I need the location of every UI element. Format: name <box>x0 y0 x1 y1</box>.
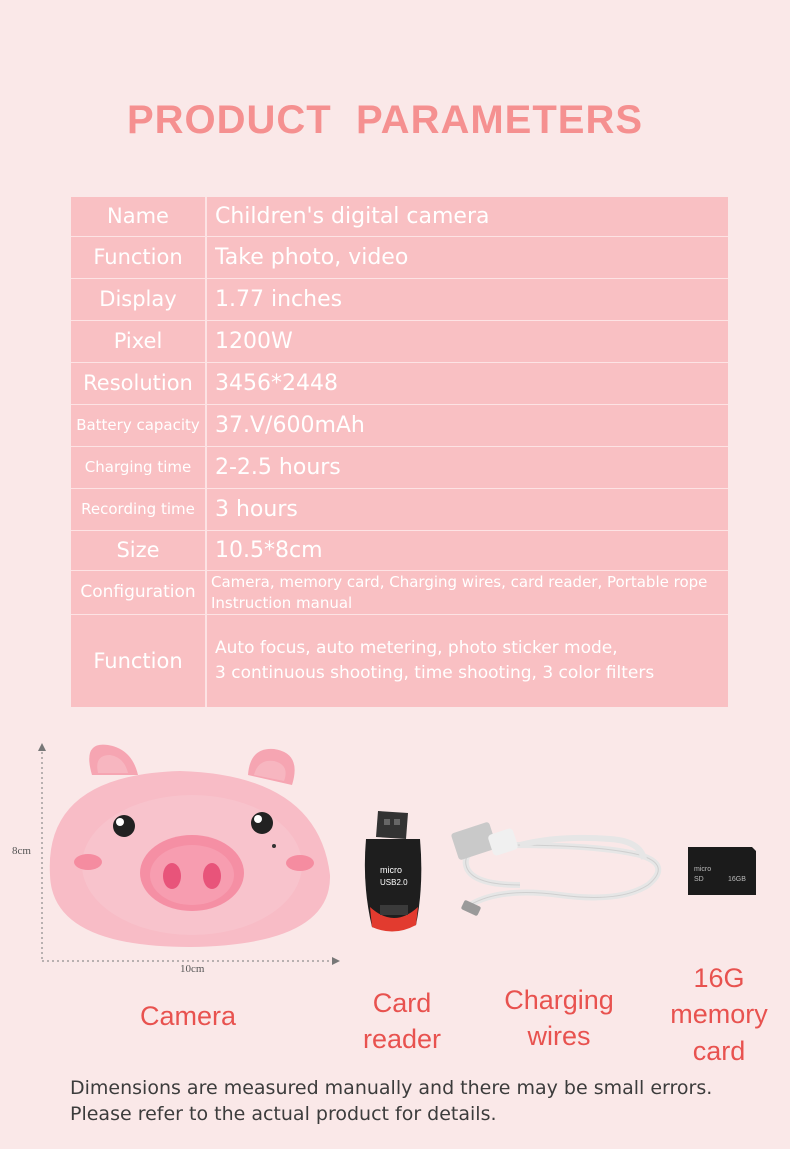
row-value <box>211 571 728 614</box>
sd-label: 16GB <box>728 876 746 883</box>
table-row <box>71 363 728 405</box>
sd-label: SD <box>694 876 704 883</box>
row-value: 2-2.5 hours <box>215 455 341 480</box>
value-line: Instruction manual <box>211 593 353 612</box>
caption-line: 16G <box>693 963 745 993</box>
card-reader-image <box>365 811 421 932</box>
row-value: 3 hours <box>215 497 298 522</box>
row-value: Take photo, video <box>215 245 409 270</box>
note-line: Dimensions are measured manually and there may be small errors. <box>70 1077 713 1099</box>
sd-label: micro <box>694 866 712 873</box>
row-label: Recording time <box>81 499 195 518</box>
row-value: 1.77 inches <box>215 287 343 312</box>
row-label: Battery capacity <box>76 415 200 434</box>
caption-line: Charging <box>504 985 614 1015</box>
row-value: 10.5*8cm <box>215 538 323 563</box>
row-value: 3456*2448 <box>215 371 338 396</box>
table-row <box>71 321 728 363</box>
row-label: Function <box>93 648 183 673</box>
value-line: Camera, memory card, Charging wires, card reader, Portable rope <box>211 573 708 592</box>
caption-line: card <box>692 1035 746 1066</box>
caption-charging-wires <box>484 982 634 1055</box>
page-title: PRODUCT PARAMETERS <box>126 98 644 142</box>
height-dimension: 8cm <box>12 845 31 857</box>
table-row <box>71 615 728 707</box>
reader-label: micro <box>380 865 402 875</box>
pig-camera-image <box>50 745 330 947</box>
table-row <box>71 531 728 571</box>
table-row <box>71 405 728 447</box>
row-label: Function <box>93 245 183 270</box>
row-value <box>215 615 728 707</box>
note-line: Please refer to the actual product for details. <box>70 1102 497 1125</box>
disclaimer-note <box>70 1076 712 1127</box>
row-label: Resolution <box>83 371 193 396</box>
row-label: Size <box>116 538 160 563</box>
table-row <box>71 571 728 615</box>
table-row <box>71 237 728 279</box>
caption-line: Card <box>372 988 432 1018</box>
caption-card-reader <box>340 985 464 1058</box>
caption-line: memory <box>670 999 768 1030</box>
product-photos <box>0 735 790 975</box>
caption-camera: Camera <box>139 1001 237 1031</box>
charging-wires-image <box>451 822 659 917</box>
table-row <box>71 279 728 321</box>
width-dimension: 10cm <box>180 963 205 975</box>
row-label: Display <box>99 287 177 312</box>
value-line: Auto focus, auto metering, photo sticker mode, <box>215 637 618 658</box>
memory-card-image <box>688 847 756 895</box>
caption-line: reader <box>362 1024 442 1055</box>
table-row <box>71 447 728 489</box>
row-value: 1200W <box>215 329 293 354</box>
caption-memory-card <box>648 960 790 1069</box>
photos-svg <box>0 735 790 975</box>
row-label: Configuration <box>80 581 196 602</box>
caption-line: wires <box>527 1021 591 1052</box>
row-value: 37.V/600mAh <box>215 413 365 438</box>
row-label: Pixel <box>113 329 163 354</box>
value-line: 3 continuous shooting, time shooting, 3 color filters <box>215 663 655 683</box>
row-label: Charging time <box>84 457 192 476</box>
reader-label: USB2.0 <box>380 878 408 887</box>
table-row <box>71 489 728 531</box>
row-value: Children's digital camera <box>215 204 490 229</box>
parameters-table <box>71 197 728 707</box>
row-label: Name <box>107 204 169 229</box>
table-row <box>71 197 728 237</box>
